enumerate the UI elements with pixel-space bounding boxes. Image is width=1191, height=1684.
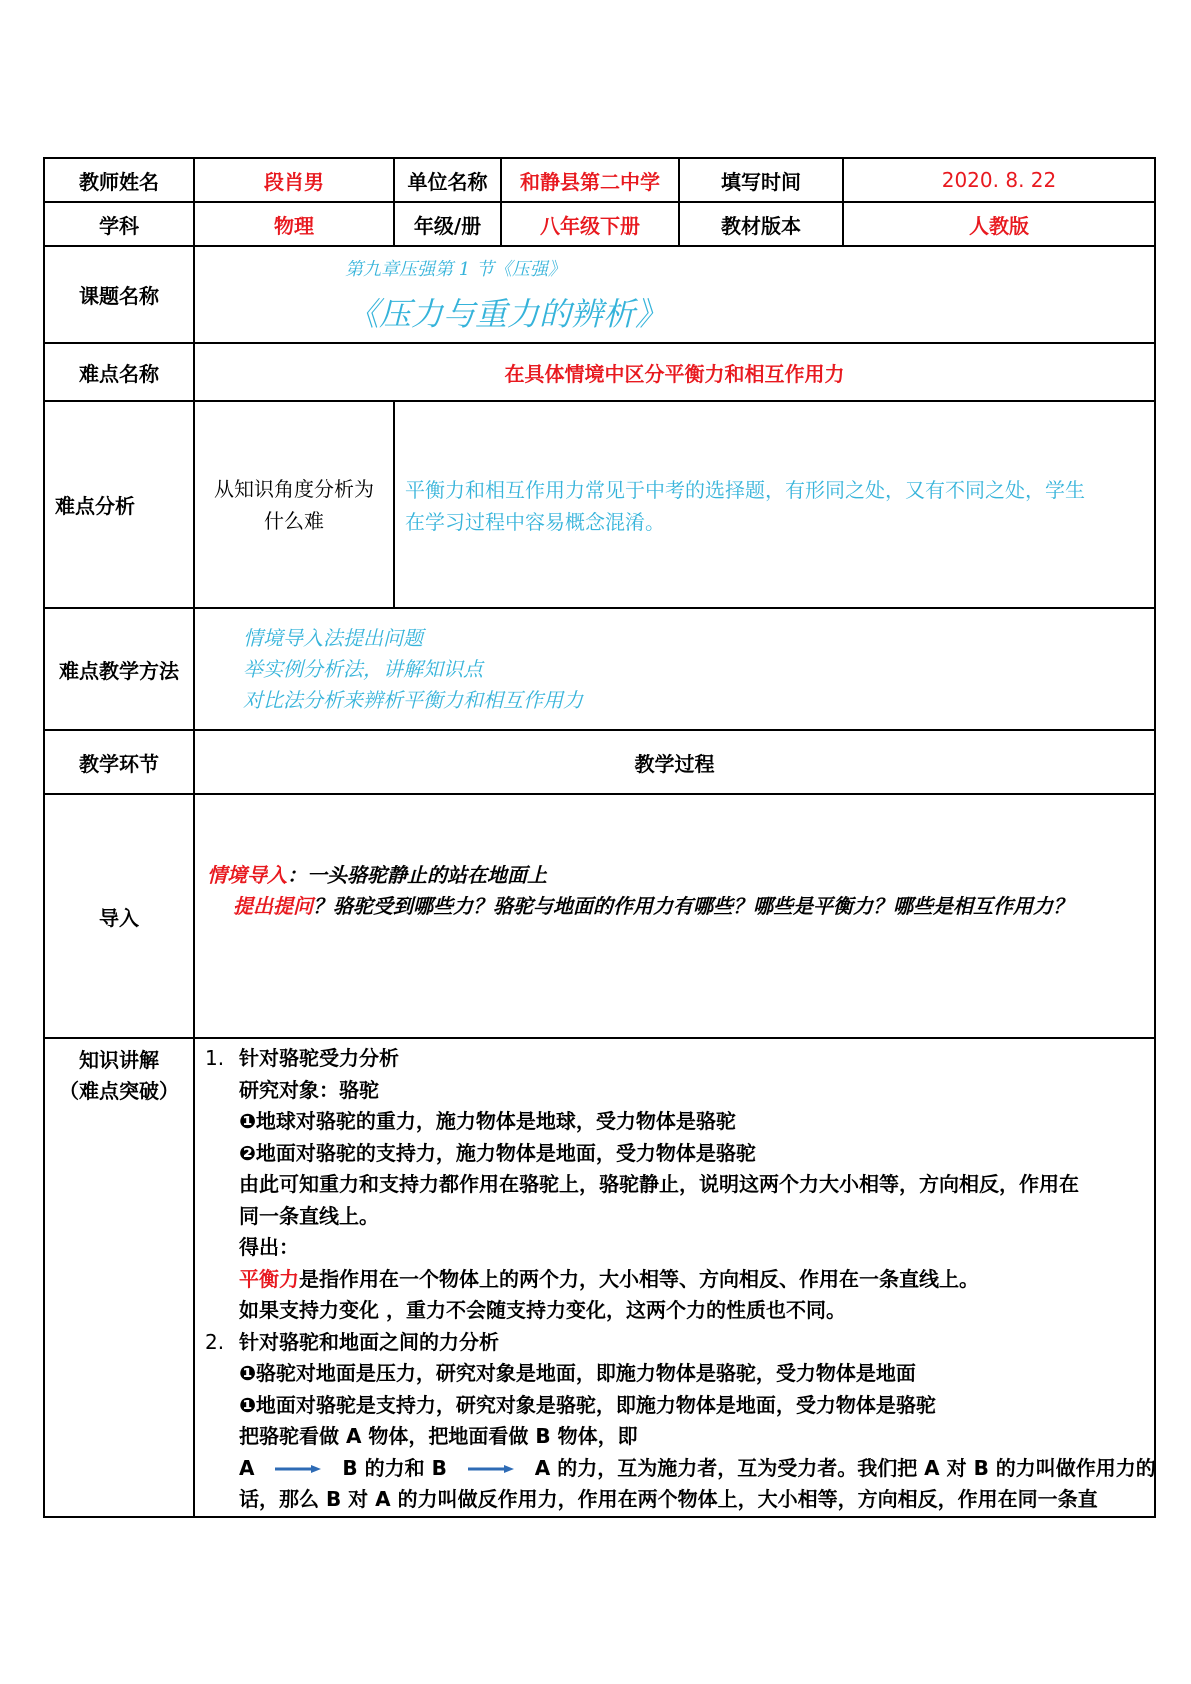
knowledge-label-line1: 知识讲解	[79, 1048, 159, 1072]
item1-derive: 得出：	[239, 1235, 299, 1259]
method-item: 情境导入法提出问题	[243, 625, 423, 650]
right-arrow-icon	[468, 1465, 514, 1473]
knowledge-label-line2: （难点突破）	[59, 1079, 179, 1103]
item2-tail: A 的力，互为施力者，互为受力者。我们把 A 对 B 的力叫做作用力的	[534, 1455, 1156, 1480]
edition-label: 教材版本	[679, 202, 843, 246]
date-value: 2020. 8. 22	[843, 158, 1155, 202]
item2-mid: B 的力和 B	[342, 1455, 447, 1480]
analysis-sublabel	[194, 401, 394, 608]
item1-object: 研究对象：骆驼	[239, 1077, 379, 1102]
topic-row	[44, 246, 1155, 343]
analysis-text-line2: 在学习过程中容易概念混淆。	[405, 510, 665, 534]
item1-point2: ❷地面对骆驼的支持力，施力物体是地面，受力物体是骆驼	[239, 1140, 756, 1165]
analysis-text-line1: 平衡力和相互作用力常见于中考的选择题，有形同之处，又有不同之处，学生	[405, 478, 1085, 502]
teacher-value: 段肖男	[194, 158, 394, 202]
process-header-row	[44, 730, 1155, 794]
intro-line1-red: 情境导入	[207, 863, 287, 887]
item1-conclusion-line1: 由此可知重力和支持力都作用在骆驼上，骆驼静止，说明这两个力大小相等，方向相反，作用在	[239, 1172, 1079, 1196]
process-label: 教学环节	[44, 730, 194, 794]
method-item: 对比法分析来辨析平衡力和相互作用力	[243, 687, 583, 712]
item2-title: 针对骆驼和地面之间的力分析	[239, 1329, 499, 1354]
difficulty-label: 难点名称	[44, 343, 194, 401]
analysis-row	[44, 401, 1155, 608]
knowledge-row	[44, 1038, 1155, 1517]
analysis-sublabel-line1: 从知识角度分析为	[214, 476, 374, 501]
item2-model: 把骆驼看做 A 物体，把地面看做 B 物体，即	[239, 1424, 638, 1448]
intro-line2-red: 提出提问	[233, 894, 313, 918]
item1-title: 针对骆驼受力分析	[239, 1046, 399, 1070]
method-item: 举实例分析法，讲解知识点	[243, 656, 483, 681]
difficulty-value: 在具体情境中区分平衡力和相互作用力	[194, 343, 1155, 401]
process-value: 教学过程	[194, 730, 1155, 794]
item2-point1: ❶骆驼对地面是压力，研究对象是地面，即施力物体是骆驼，受力物体是地面	[239, 1361, 916, 1385]
item2-line-last: 话，那么 B 对 A 的力叫做反作用力，作用在两个物体上，大小相等，方向相反，作用在同一条直	[239, 1487, 1098, 1511]
item2-arrow-line	[205, 1453, 1156, 1485]
lesson-plan-sheet	[43, 157, 1154, 1518]
date-label: 填写时间	[679, 158, 843, 202]
item1-definition-rest: 是指作用在一个物体上的两个力，大小相等、方向相反、作用在一条直线上。	[299, 1266, 979, 1291]
right-arrow-icon	[275, 1465, 321, 1473]
difficulty-row	[44, 343, 1155, 401]
edition-value: 人教版	[843, 202, 1155, 246]
item1-title-line	[205, 1043, 1146, 1075]
balance-force-term: 平衡力	[239, 1266, 299, 1291]
unit-value: 和静县第二中学	[501, 158, 679, 202]
analysis-label: 难点分析	[44, 401, 194, 608]
intro-line2-rest: ？骆驼受到哪些力？骆驼与地面的作用力有哪些？哪些是平衡力？哪些是相互作用力？	[313, 894, 1073, 918]
item2-title-line	[205, 1327, 1146, 1359]
item2-a: A	[239, 1455, 255, 1480]
item1-point1: ❶地球对骆驼的重力，施力物体是地球，受力物体是骆驼	[239, 1109, 736, 1133]
item1-definition	[205, 1264, 1146, 1296]
intro-line1-rest: ：一头骆驼静止的站在地面上	[287, 863, 547, 887]
intro-label: 导入	[44, 794, 194, 1038]
methods-row	[44, 608, 1155, 730]
grade-label: 年级/册	[394, 202, 501, 246]
lesson-plan-table	[43, 157, 1156, 1518]
methods-list	[194, 608, 1155, 730]
item1-number: 1.	[205, 1046, 225, 1070]
grade-value: 八年级下册	[501, 202, 679, 246]
item2-point2: ❶地面对骆驼是支持力，研究对象是骆驼，即施力物体是地面，受力物体是骆驼	[239, 1392, 936, 1417]
topic-label: 课题名称	[44, 246, 194, 343]
subject-label: 学科	[44, 202, 194, 246]
intro-row	[44, 794, 1155, 1038]
item2-number: 2.	[205, 1329, 225, 1354]
methods-label: 难点教学方法	[44, 608, 194, 730]
analysis-sublabel-line2: 什么难	[264, 508, 324, 533]
item1-note: 如果支持力变化 ，重力不会随支持力变化，这两个力的性质也不同。	[239, 1298, 846, 1322]
intro-content	[194, 794, 1155, 1038]
knowledge-content	[194, 1038, 1155, 1517]
chapter-title: 第九章压强第 1 节《压强》	[345, 259, 566, 280]
knowledge-label	[44, 1038, 194, 1517]
teacher-label: 教师姓名	[44, 158, 194, 202]
topic-cell	[194, 246, 1155, 343]
unit-label: 单位名称	[394, 158, 501, 202]
subject-value: 物理	[194, 202, 394, 246]
header-row-2	[44, 202, 1155, 246]
intro-line1	[207, 860, 1154, 891]
lesson-title: 《压力与重力的辨析》	[347, 295, 668, 333]
analysis-text	[394, 401, 1155, 608]
intro-line2	[207, 891, 1154, 922]
header-row-1	[44, 158, 1155, 202]
item1-conclusion-line2: 同一条直线上。	[239, 1203, 379, 1228]
